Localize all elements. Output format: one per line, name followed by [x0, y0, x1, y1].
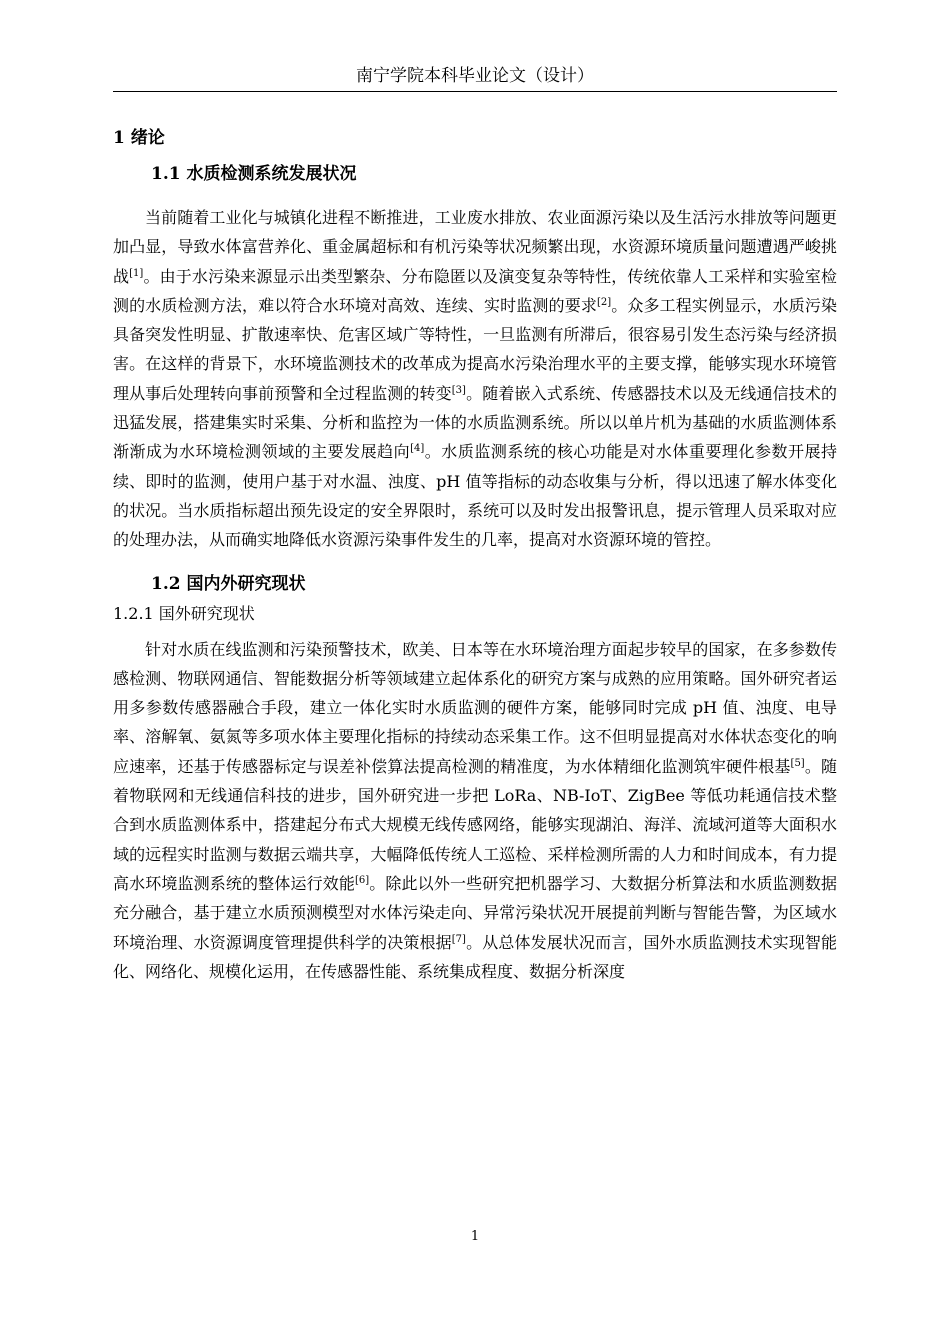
chapter-heading: 1 绪论: [113, 128, 165, 148]
text-run: 。由于水污染来源显示出类型繁杂、分布隐匿以及演变复杂等特性，传统依靠人工采样和实验室检测的水质检测方法，难以符合水环境对高效、连续、实时监测的要求: [113, 266, 837, 315]
text-run: 。除此以外一些研究把机器学习、大数据分析算法和水质监测数据充分融合，基于建立水质预测模型对水体污染走向、异常污染状况开展提前判断与智能告警，为区域水环境治理、水资源调度管理提供科学的决策根据: [113, 873, 837, 952]
page-body: [113, 123, 837, 986]
citation-3: [3]: [451, 384, 466, 396]
text-run: 。众多工程实例显示，水质污染具备突发性明显、扩散速率快、危害区域广等特性，一旦监测有所滞后，很容易引发生态污染与经济损害。在这样的背景下，水环境监测技术的改革成为提高水污染治理水平的主要支撑，能够实现水环境管理从事后处理转向事前预警和全过程监测的转变: [113, 295, 837, 403]
text-run: 当前随着工业化与城镇化进程不断推进，工业废水排放、农业面源污染以及生活污水排放等问题更加凸显，导致水体富营养化、重金属超标和有机污染等状况频繁出现，水资源环境质量问题遭遇严峻挑战: [113, 208, 837, 286]
paragraph-foreign-research: [113, 635, 837, 987]
citation-7: [7]: [451, 933, 466, 945]
citation-5: [5]: [790, 757, 805, 769]
text-run: 。随着嵌入式系统、传感器技术以及无线通信技术的迅猛发展，搭建集实时采集、分析和监控为一体的水质监测系统。所以以单片机为基础的水质监测体系渐渐成为水环境检测领域的主要发展趋向: [113, 383, 837, 462]
page-number: 1: [470, 1229, 480, 1244]
paragraph-development-status: [113, 203, 837, 555]
section-heading-1-2: 1.2 国内外研究现状: [151, 573, 306, 594]
running-header: 南宁学院本科毕业论文（设计）: [113, 64, 837, 92]
citation-1: [1]: [129, 267, 144, 279]
citation-6: [6]: [354, 874, 370, 886]
text-run: 。随着物联网和无线通信科技的进步，国外研究进一步把 LoRa、NB-IoT、ZigBee 等低功耗通信技术整合到水质监测体系中，搭建起分布式大规模无线传感网络，能够实现湖泊、海洋、流域河道等大面积水域的远程实时监测与数据云端共享，大幅降低传统人工巡检、采样检测所需的人力和时间成本，有力提高水环境监测系统的整体运行效能: [113, 756, 837, 893]
text-run: 。从总体发展状况而言，国外水质监测技术实现智能化、网络化、规模化运用，在传感器性能、系统集成程度、数据分析深度: [113, 932, 837, 981]
subsection-heading-1-2-1: 1.2.1 国外研究现状: [113, 603, 255, 623]
text-run: 。水质监测系统的核心功能是对水体重要理化参数开展持续、即时的监测，使用户基于对水温、浊度、pH 值等指标的动态收集与分析，得以迅速了解水体变化的状况。当水质指标超出预先设定的安全界限时，系统可以及时发出报警讯息，提示管理人员采取对应的处理办法，从而确实地降低水资源污染事件发生的几率，提高对水资源环境的管控。: [113, 442, 837, 550]
text-run: 针对水质在线监测和污染预警技术，欧美、日本等在水环境治理方面起步较早的国家，在多参数传感检测、物联网通信、智能数据分析等领域建立起体系化的研究方案与成熟的应用策略。国外研究者运用多参数传感器融合手段，建立一体化实时水质监测的硬件方案，能够同时完成 pH 值、浊度、电导率、溶解氧、氨氮等多项水体主要理化指标的持续动态采集工作。这不但明显提高对水体状态变化的响应速率，还基于传感器标定与误差补偿算法提高检测的精准度，为水体精细化监测筑牢硬件根基: [113, 639, 837, 776]
citation-4: [4]: [410, 443, 425, 455]
section-heading-1-1: 1.1 水质检测系统发展状况: [151, 164, 357, 184]
citation-2: [2]: [596, 296, 612, 308]
